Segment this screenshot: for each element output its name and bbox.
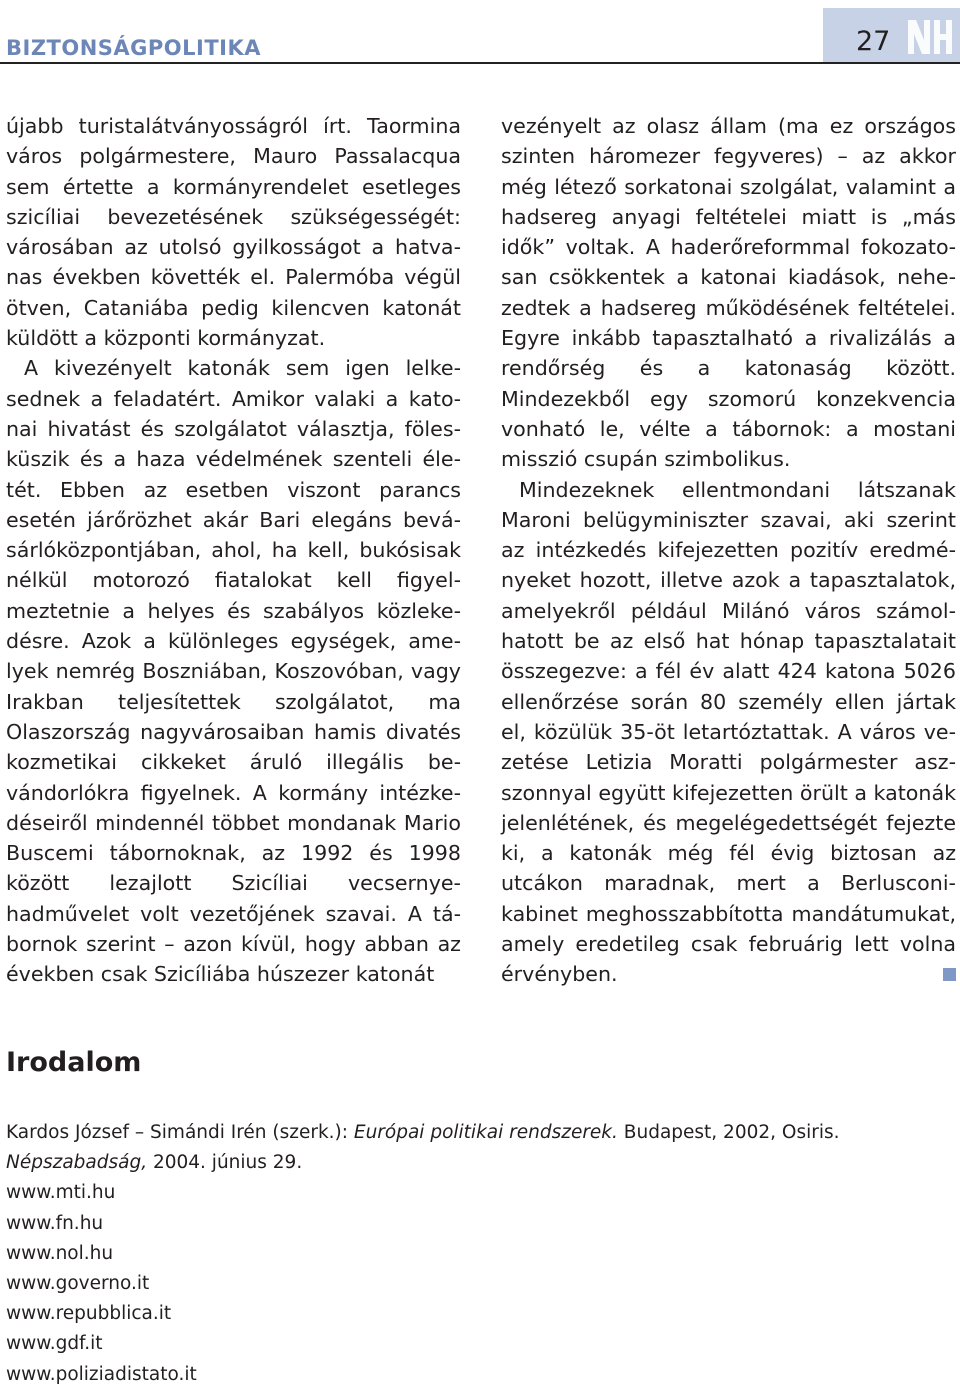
- bibliography-entry: [6, 1118, 956, 1148]
- article-column-right: [501, 111, 956, 990]
- section-title: BIZTONSÁGPOLITIKA: [6, 36, 262, 60]
- paragraph: újabb turistalátványosságról írt. Taormina város polgármestere, Mauro Passalacqua sem értette a kormányrendelet esetleges szicíliai bevezetésének szükségességét: városában az utolsó gyilkosságot a hatvanas években követték el. Palermóba végül ötven, Cataniába pedig kilencven katonát küldött a központi kormányzat.: [6, 114, 461, 351]
- article-column-left: [6, 111, 461, 990]
- bibliography-link[interactable]: www.mti.hu: [6, 1182, 116, 1204]
- bibliography-link[interactable]: www.governo.it: [6, 1273, 150, 1295]
- entry-publication: 2004. június 29.: [147, 1152, 303, 1174]
- bibliography-list: [6, 1118, 956, 1390]
- entry-title: Népszabadság,: [6, 1152, 148, 1174]
- page-header: [0, 0, 960, 66]
- bibliography-link[interactable]: www.gdf.it: [6, 1333, 103, 1355]
- paragraph: vezényelt az olasz állam (ma ez országos szinten háromezer fegyveres) – az akkor még létező sorkatonai szolgálat, valamint a hadsereg anyagi feltételei miatt is „más idők” voltak. A haderőreformmal fokozatosan csökkentek a katonai kiadások, nehezedtek a hadsereg működésének feltételei. Egyre inkább tapasztalható a rivalizálás a rendőrség és a katonaság között. Mindezekből egy szomorú konzekvencia vonható le, vélte a tábornok: a mostani misszió csupán szimbolikus.: [501, 114, 956, 472]
- journal-logo-icon: [902, 10, 958, 62]
- entry-title: Európai politikai rendszerek.: [353, 1122, 618, 1143]
- paragraph-text: Mindezeknek ellentmondani látszanak Maroni belügyminiszter szavai, aki szerint az intézkedés kifejezetten pozitív eredményeket hozott, illetve azok a tapasztalatok, amelyekről például Milánó város számolhatott be az első hat hónap tapasztalatait összegezve: a fél év alatt 424 katona 5026 ellenőrzése során 80 személy ellen jártak el, közülük 35-öt letartóztattak. A város vezetése Letizia Moratti polgármester aszszonnyal együtt kifejezetten örült a katonák jelenlétének, és megelégedettségét fejezte ki, a katonák még fél évig biztosan az utcákon maradnak, mert a Berlusconi-kabinet meghosszabbította mandátumukat, amely eredetileg csak februárig lett volna érvényben.: [501, 477, 956, 987]
- paragraph: [501, 475, 956, 990]
- page-number: 27: [856, 26, 891, 57]
- end-of-article-mark: [943, 968, 956, 981]
- bibliography-link[interactable]: www.repubblica.it: [6, 1303, 172, 1325]
- bibliography-entry: [6, 1148, 956, 1178]
- header-rule: [0, 62, 960, 64]
- paragraph: A kivezényelt katonák sem igen lelkesednek a feladatért. Amikor valaki a katonai hivatást és szolgálatot választja, fölesküszik és a haza védelmének szenteli életét. Ebben az esetben viszont parancs esetén járőrözhet akár Bari elegáns bevásárlóközpontjában, ahol, ha kell, bukósisak nélkül motorozó fiatalokat kell figyelmeztetnie a helyes és szabályos közlekedésre. Azok a különleges egységek, amelyek nemrég Boszniában, Koszovóban, vagy Irakban teljesítettek szolgálatot, ma Olaszország nagyvárosaiban hamis divatés kozmetikai cikkeket áruló illegális bevándorlókra figyelnek. A kormány intézkedéseiről mindennél többet mondanak Mario Buscemi tábornoknak, az 1992 és 1998 között lezajlott Szicíliai vecsernye-hadművelet volt vezetőjének szavai. A tábornok szerint – azon kívül, hogy abban az években csak Szicíliába húszezer katonát: [6, 356, 461, 987]
- bibliography-link[interactable]: www.nol.hu: [6, 1242, 114, 1264]
- bibliography-link[interactable]: www.fn.hu: [6, 1212, 104, 1234]
- entry-publication: Budapest, 2002, Osiris.: [617, 1122, 840, 1143]
- bibliography-link[interactable]: www.poliziadistato.it: [6, 1363, 197, 1385]
- entry-authors: Kardos József – Simándi Irén (szerk.):: [6, 1122, 354, 1143]
- bibliography-heading: Irodalom: [6, 1047, 142, 1078]
